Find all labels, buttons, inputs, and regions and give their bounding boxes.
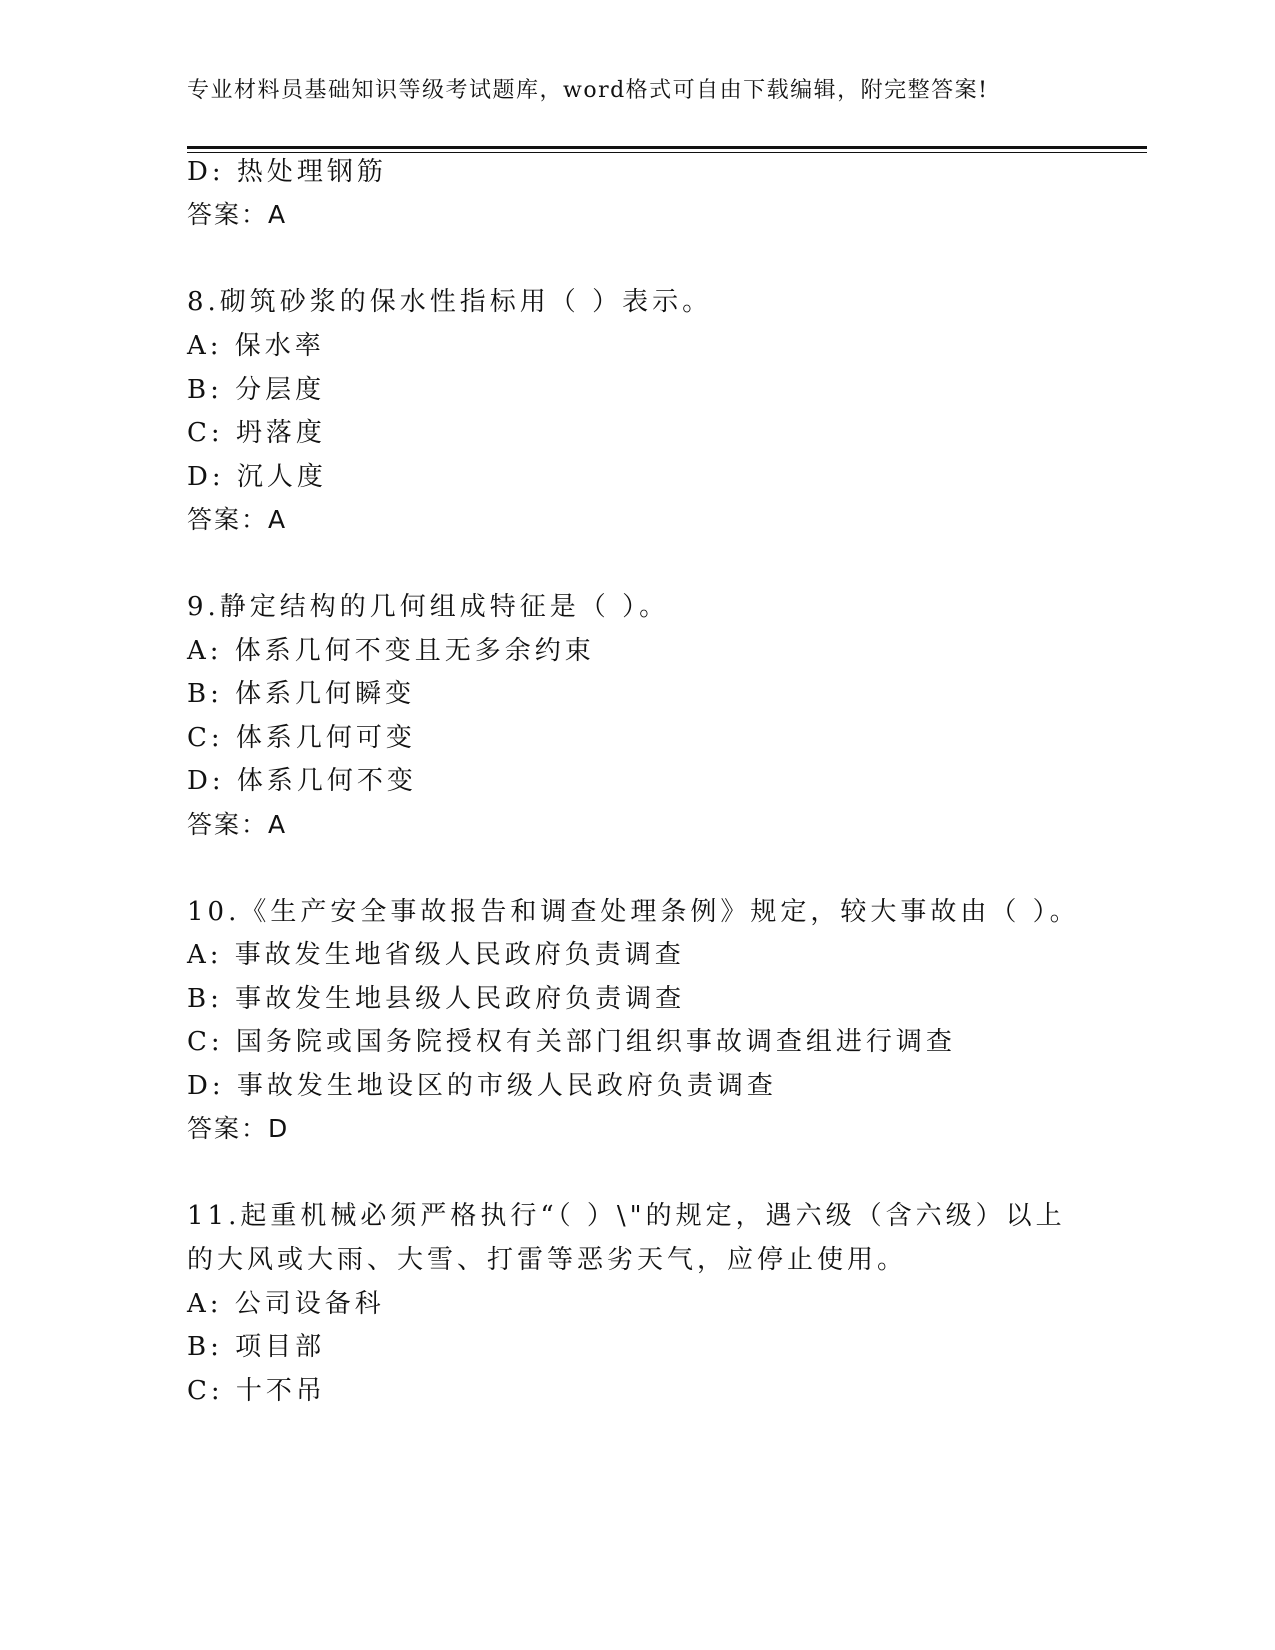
header-rule-thin [187,152,1147,153]
q11-stem-line2: 的大风或大雨、大雪、打雷等恶劣天气，应停止使用。 [187,1245,908,1275]
q7-option-d: D: 热处理钢筋 [187,157,387,187]
q10-stem: 10.《生产安全事故报告和调查处理条例》规定，较大事故由（ ）。 [187,897,1080,927]
q8-answer: 答案：A [187,505,288,534]
q10-option-d: D: 事故发生地设区的市级人民政府负责调查 [187,1071,777,1101]
q10-option-b: B: 事故发生地县级人民政府负责调查 [187,984,686,1014]
q11-option-a: A: 公司设备科 [187,1289,385,1319]
q9-answer: 答案：A [187,810,288,839]
q11-stem-line1: 11.起重机械必须严格执行“（ ）\"的规定，遇六级（含六级）以上 [187,1201,1066,1231]
q8-option-b: B: 分层度 [187,375,326,405]
q8-stem: 8.砌筑砂浆的保水性指标用（ ）表示。 [187,287,713,317]
q9-option-a: A: 体系几何不变且无多余约束 [187,636,595,666]
q11-option-c: C: 十不吊 [187,1376,326,1406]
q7-answer: 答案：A [187,200,288,229]
header-rule-thick [187,146,1147,149]
page-header: 专业材料员基础知识等级考试题库，word格式可自由下载编辑，附完整答案! [187,78,989,103]
q9-stem: 9.静定结构的几何组成特征是（ ）。 [187,592,670,622]
q10-answer: 答案：D [187,1114,290,1143]
q10-option-a: A: 事故发生地省级人民政府负责调查 [187,940,685,970]
q10-option-c: C: 国务院或国务院授权有关部门组织事故调查组进行调查 [187,1027,956,1057]
q8-option-a: A: 保水率 [187,331,325,361]
q8-option-d: D: 沉人度 [187,462,327,492]
q9-option-c: C: 体系几何可变 [187,723,416,753]
q9-option-b: B: 体系几何瞬变 [187,679,416,709]
q11-option-b: B: 项目部 [187,1332,326,1362]
q8-option-c: C: 坍落度 [187,418,326,448]
q9-option-d: D: 体系几何不变 [187,766,417,796]
